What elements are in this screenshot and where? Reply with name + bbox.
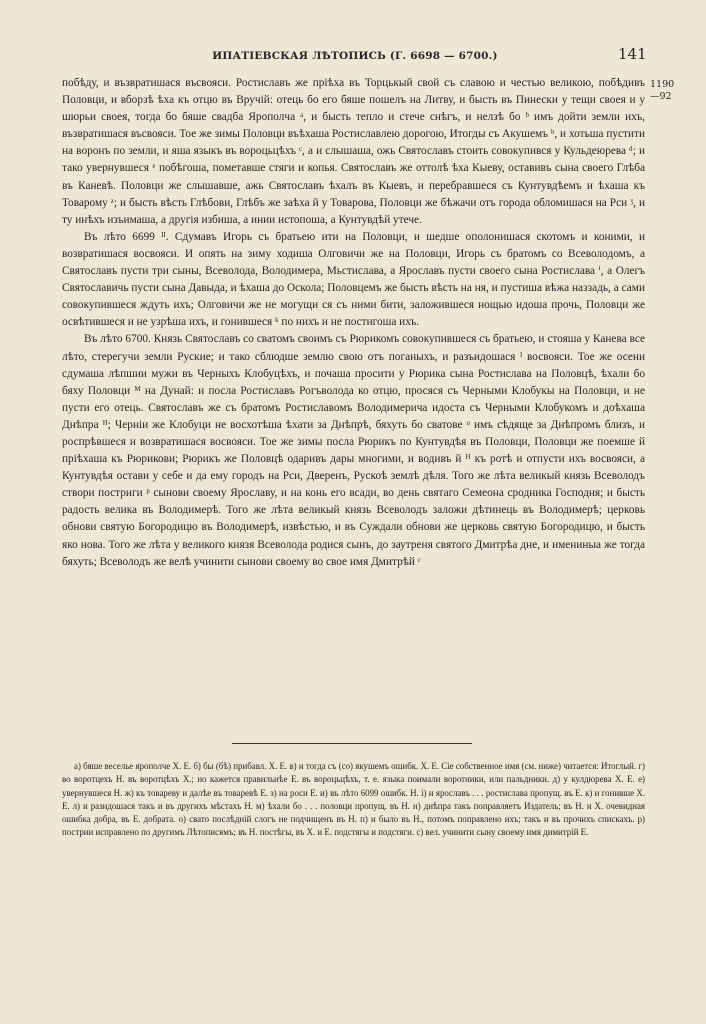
margin-year-end: —92 <box>650 91 672 102</box>
page-number: 141 <box>618 45 647 63</box>
footnotes <box>62 760 645 840</box>
footnote-divider <box>232 743 472 744</box>
margin-year-start: 1190 <box>650 79 675 90</box>
paragraph: Въ лѣто 6700. Князь Святославъ со сватомъ своимъ съ Рюрикомъ совокупившеся съ братьею, и стояша у Канева все лѣто, стерегучи земли Руские; и тако сблюдше землю свою отъ поганыхъ, и разъидошася ᴵ восвояси. Тое же осени сдумаша лѣпшии мужи въ Черныхъ Клобуцѣхъ, и почаша просити у Рюрика сына Ростислава на Половцѣ, ѣхали бо бяху Половци ᴹ на Дунай: и посла Ростиславъ Рогъволода ко отцю, просяся съ Черными Клобукы на Половци, и не пусти его отець. Святославъ же съ братомъ Ростиславомъ Володимерича идоста съ Черными Клобукомъ и доѣхаша Днѣпра ᴴ; Черніи же Клобуци не восхотѣша ѣхати за Днѣпрѣ, бяхуть бо сватове ᵒ имъ сѣдяще за Днѣпромъ близъ, и роспрѣвшеся и возвратишася восвояси. Тое же зимы посла Рюрикъ по Кунтувдѣя въ Половци, Половци же поемше й пріѣхаша къ Рюрикови; Рюрикъ же Половцѣ одаривъ дары многими, и водивъ й ᴴ къ ротѣ и отпусти ихъ восвояси, а Кунтувдѣя остави у себе и да ему городъ на Рси, Дверенъ, Рускоѣ землѣ дѣля. Того же лѣта великый князь Всеволодъ створи постриги ᵖ сынови своему Ярославу, и на конь его всади, во день святаго Семеона сродника Господня; и бысть радость велика въ Володимерѣ. Того же лѣта великый князь Всеволодъ заложи дѣтинець въ Володимерѣ; церковь обнови святую Богородицю въ Володимерѣ, извѣстью, и въ Суждали обнови же церковь святую Богородицю, и бысть яко нова. Того же лѣта у великого князя Всеволода родися сынъ, до заутреня святого Дмитрѣа дне, и имениныа же тогда бяхуть; Всеволодъ же велѣ учинити сынови своему во свое имя Дмитрѣй ᶜ <box>62 333 645 568</box>
paragraph: Въ лѣто 6699 ᴵᴵ. Сдумавъ Игорь съ братьею ити на Половци, и шедше ополонишася скотомъ и коними, и возвратишася восвояси. И опять на зиму ходиша Олговичи же на Половци, Игорь съ братомъ со Всеволодомъ, а Святославъ пусти три сыны, Всеволода, Володимера, Мьстислава, а Ярославъ пусти своего сына Ростислава ⁱ, а Олегъ Святославичь пусти сына Давыда, и ѣхаша до Оскола; Половцемъ же бысть вѣсть на ня, и пустиша вѣжа наззадь, а сами совокупившеся ждуть ихъ; Олговичи же не могущи ся съ ними бити, заложившеся нощью идоша прочь, Половци же освѣтившеся и не узрѣша ихъ, и гонившеся ᵏ по нихъ и не постигоша ихъ. <box>62 230 645 329</box>
page-title: ИПАТІЕВСКАЯ ЛѢТОПИСЬ (Г. 6698 — 6700.) <box>212 50 498 62</box>
margin-years <box>650 79 674 103</box>
footnote-text: а) бяше веселье ярополче Х. Е. б) бы (бѣ) прибавл. Х. Е. в) и тогда съ (со) якушемъ ошибк. Х. Е. Сіе собственное имя (см. ниже) читается: Итоглый. г) во воротцехъ Н. въ воротцѣхъ Х.; но кажется правильнѣе Е. въ вороцьцѣхъ, т. е. языка поимали воротники, или пальдники. д) у кулдюрева Х. Е. е) увернувшеся Н. ж) къ товареву и далѣе въ товаревѣ Е. з) на роси Е. и) въ лѣто 6099 ошибк. Н. і) и ярославъ . . . ростислава пропущ. въ Е. к) и гонивше Х. Е. л) и разидошася такъ и въ другихъ мѣстахъ Н. м) ѣхали бо . . . половци пропущ. въ Н. н) днѣпра такъ поправляетъ Издатель; въ Н. и Х. очевидная ошибка добра, въ Е. добрата. о) свато послѣдній слогъ не подчищенъ въ Н. п) и было въ Н., потомъ поправлено ихъ; такъ и въ прочихъ спискахъ. р) пострии исправлено по другимъ Лѣтописямъ; въ Н. постѣгы, въ Х. и Е. подстягы и подстяги. с) вел. учинити сыну своему имя димитрій Е. <box>62 761 645 838</box>
paragraph: побѣду, и възвратишася въсвояси. Ростиславъ же пріѣха въ Торцькый свой съ славою и честью великою, побѣдивъ Половци, и вборзѣ ѣха къ отцю въ Вручій: отець бо его бяше пошелъ на Литву, и бысть въ Пинески у тещи своея и у шюрьи своея, тогда бо бяше свадба Ярополча ᵃ, и бысть тепло и стече снѣгъ, и нелзѣ бо ᵇ имъ дойти земли ихъ, възвратишася въсвояси. Тое же зимы Половци въѣхаша Ростиславлею дорогою, Итогды съ Акушемъ ᵇ, и хотьша пустити на воронъ по земли, и яша языкъ въ вороцьцѣхъ ᶜ, а и слышаша, ожь Святославъ стоить совокупився у Кульдеюрева ᵈ; и тако увернувшеся ᵉ побѣгоша, пометавше стяги и копья. Святославъ же оттолѣ ѣха Кыеву, оставивъ сына своего Глѣба въ Каневѣ. Половци же слышавше, ажь Святославъ ѣхалъ въ Кыевъ, и перебравшеся съ Кунтувдѣемъ и ѣхаша къ Товарому ᶻ; и бысть вѣсть Глѣбови, Глѣбъ же заѣха й у Товарова, Половци же бѣжачи отъ города обломишася на Рси ᶾ, и ту инѣхъ изъимаша, а другія избиша, а инии истопоша, а Кунтувдѣй утече. <box>62 77 645 226</box>
chronicle-text <box>62 75 645 571</box>
